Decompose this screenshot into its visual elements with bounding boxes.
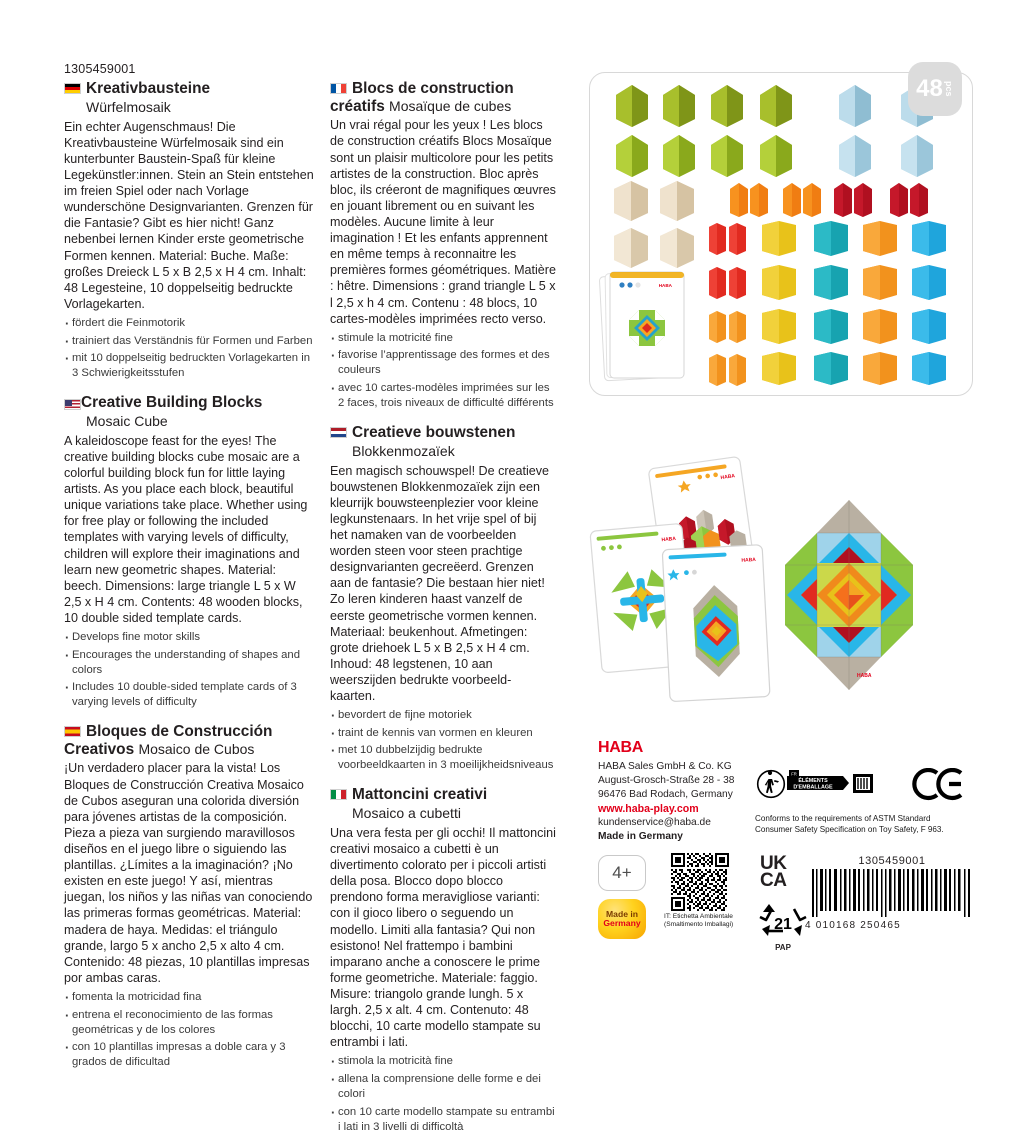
svg-text:HABA: HABA: [857, 673, 872, 679]
company-street: August-Grosch-Straße 28 - 38: [598, 774, 735, 786]
flag-de-icon: [64, 83, 81, 94]
list-item: · con 10 plantillas impresas a doble cara y 3 grados de dificultad: [64, 1040, 314, 1070]
list-item: · avec 10 cartes-modèles imprimées sur les 2 faces, trois niveaux de difficulté différents: [330, 381, 556, 411]
blocks-color-matrix: [709, 221, 946, 386]
list-item: · con 10 carte modello stampate su entrambi i lati in 3 livelli di difficoltà: [330, 1105, 556, 1135]
elements-emballage-icon: [787, 770, 873, 793]
barcode-digits: 4 010168 250465: [805, 920, 901, 931]
ce-mark-icon: [914, 770, 961, 798]
list-item: · fomenta la motricidad fina: [64, 990, 314, 1005]
lang-bullets-es: [64, 990, 314, 1070]
lang-body-it: Una vera festa per gli occhi! Il mattoncini creativi mosaico a cubetti è un divertimento colorato per i piccoli artisti della posa. Blocco dopo blocco prendono forma meravigliose varianti: con il gioco libero o seguendo un modello. Limiti alla fantasia? Qui non esistono! Nel frattempo i bambini imparano anche a conoscere le prime forme geometriche. Materiale: faggio. Misure: triangolo grande lungh. 5 x largh. 2,5 x alt. 4 cm. Contenuto: 48 blocchi, 10 carte modello stampate su entrambi i lati.: [330, 825, 556, 1050]
lang-bullets-it: [330, 1054, 556, 1134]
lang-body-de: Ein echter Augenschmaus! Die Kreativbausteine Würfelmosaik sind ein kunterbunter Baustein-Spaß für kleine Legekünstler:innen. Stein an Stein entstehen im freien Spiel oder nach Vorlage wunderschöne Designvarianten. Grenzen für die Fantasie? Gibt es hier nicht! Ganz nebenbei lernen Kinder erste geometrische Formen kennen. Material: Buche. Maße: großes Dreieck L 5 x B 2,5 x H 4 cm. Inhalt: 48 Legesteine, 10 doppelseitig bedruckte Vorlagekarten.: [64, 119, 314, 311]
template-card-front: [662, 545, 770, 702]
svg-text:HABA: HABA: [658, 283, 672, 288]
lang-title-de: Kreativbausteine: [64, 80, 314, 98]
barcode-block: [803, 855, 981, 931]
blocks-natural-wood: [614, 181, 694, 268]
qr-caption-line1: IT: Etichetta Ambientale: [664, 913, 733, 920]
lang-title-us: Creative Building Blocks: [64, 394, 314, 412]
list-item: · Encourages the understanding of shapes and colors: [64, 648, 314, 678]
made-in-germany-line2: Germany: [603, 918, 641, 928]
svg-text:HABA: HABA: [720, 473, 736, 482]
company-city: 96476 Bad Rodach, Germany: [598, 788, 733, 800]
lang-subtitle-it: Mosaico a cubetti: [352, 805, 461, 822]
blocks-green: [616, 85, 792, 177]
list-item: · Develops fine motor skills: [64, 630, 314, 645]
qr-caption-line2: (Smaltimento Imballagi): [664, 921, 734, 929]
ukca-mark: [760, 855, 786, 890]
flag-nl-icon: [330, 427, 347, 438]
list-item: · Includes 10 double-sided template cards of 3 varying levels of difficulty: [64, 680, 314, 710]
svg-text:HABA: HABA: [661, 535, 677, 544]
ukca-line-1: UK: [760, 853, 787, 874]
product-contents-photo: [589, 72, 973, 396]
haba-logo: HABA: [598, 739, 644, 756]
article-number: 1305459001: [64, 62, 136, 76]
flag-it-icon: [330, 789, 347, 800]
flag-us-icon: [64, 399, 81, 410]
list-item: · stimule la motricité fine: [330, 331, 556, 346]
blocks-small-orange-red: [730, 183, 928, 217]
svg-text:HABA: HABA: [741, 556, 757, 564]
lang-body-us: A kaleidoscope feast for the eyes! The creative building blocks cube mosaic are a colorful building block fun for little laying artists. As you place each block, beautiful unique variations take place. Whether using for free play or following the included templates with varying levels of difficulty, children will explore their imaginations and learn new geometric shapes. Material: beech. Dimensions: large triangle L 5 x W 2,5 x H 4 cm. Contents: 48 wooden blocks, 10 double sided template cards.: [64, 433, 308, 625]
language-block-us: [64, 394, 314, 710]
recycle-code: 21: [774, 916, 792, 933]
age-rating-badge: 4+: [598, 855, 646, 891]
lang-bullets-de: [64, 316, 314, 381]
recycle-material-label: PAP: [775, 943, 791, 952]
piece-count-number: 48: [916, 75, 943, 102]
lang-subtitle-nl: Blokkenmozaïek: [352, 443, 455, 460]
svg-text:D'EMBALLAGE: D'EMBALLAGE: [793, 784, 833, 791]
play-example-illustration: [549, 455, 989, 735]
list-item: · trainiert das Verständnis für Formen und Farben: [64, 334, 314, 349]
made-in-germany-badge: [598, 899, 646, 939]
lang-title-es: Bloques de Construcción Creativos Mosaico de Cubos: [64, 723, 273, 759]
lang-body-es: ¡Un verdadero placer para la vista! Los Bloques de Construcción Creativa Mosaico de Cubos aseguran una colorida diversión para jóvenes artistas de la composición. Pieza a pieza van surgiendo maravillosos diseños en el juego libre o siguiendo las plantillas. ¿Límites a la imaginación? ¡No existen en este juego! Y así, mientras juegan, los niños y las niñas van conociendo las primeras formas geométricas. Material: madera de haya. Medidas: el triángulo grande, largo 5 x ancho 2,5 x alto 4 cm. Contenido: 48 piezas, 10 plantillas impresas por ambas caras.: [64, 761, 313, 985]
lang-title-it: Mattoncini creativi: [330, 786, 556, 804]
list-item: · favorise l’apprentissage des formes et des couleurs: [330, 348, 556, 378]
list-item: · allena la comprensione delle forme e dei colori: [330, 1072, 556, 1102]
lang-bullets-nl: [330, 708, 556, 773]
bottom-icon-row: [598, 855, 988, 965]
template-card-stack: [599, 272, 684, 381]
language-block-de: [64, 80, 314, 381]
made-in-label: Made in Germany: [598, 830, 683, 842]
svg-text:FR: FR: [791, 771, 797, 777]
tidyman-icon: [758, 771, 785, 798]
lang-bullets-us: [64, 630, 314, 710]
assembled-mosaic: [785, 500, 913, 690]
middle-text-column: [330, 80, 556, 1148]
list-item: · fördert die Feinmotorik: [64, 316, 314, 331]
language-block-it: [330, 786, 556, 1134]
company-website[interactable]: www.haba-play.com: [598, 802, 699, 815]
astm-line-2: Consumer Safety Specification on Toy Safety, F 963.: [755, 824, 944, 834]
lang-subtitle-us: Mosaic Cube: [86, 413, 168, 430]
packaging-and-ce-marks: [755, 768, 980, 802]
company-email[interactable]: kundenservice@haba.de: [598, 817, 711, 829]
lang-title-fr: Blocs de construction créatifs Mosaïque de cubes: [330, 80, 514, 116]
language-block-fr: [330, 80, 556, 411]
lang-subtitle-de: Würfelmosaik: [86, 99, 171, 116]
flag-es-icon: [64, 726, 81, 737]
list-item: · mit 10 doppelseitig bedruckten Vorlagekarten in 3 Schwierigkeitsstufen: [64, 351, 314, 381]
ukca-line-2: CA: [760, 870, 787, 892]
svg-text:ÉLÉMENTS: ÉLÉMENTS: [798, 778, 828, 784]
piece-count-unit: pcs: [943, 81, 954, 97]
certification-marks: [755, 768, 980, 835]
list-item: · traint de kennis van vormen en kleuren: [330, 726, 556, 741]
piece-count-badge: [908, 62, 962, 116]
barcode-article-number: 1305459001: [858, 855, 926, 867]
lang-body-nl: Een magisch schouwspel! De creatieve bouwstenen Blokkenmozaïek zijn een kleurrijk bouwsteenplezier voor kleine legkunstenaars. In het vrije spel of bij het namaken van de voorbeelden worden steen voor steen prachtige designvarianten gecreëerd. Grenzen aan de fantasie? Die bestaan hier niet! Zo leren kinderen haast vanzelf de eerste geometrische vormen kennen. Materiaal: beukenhout. Afmetingen: grote driehoek L 5 x B 2,5 x H 4 cm. Inhoud: 48 legstenen, 10 aan weerszijden bedrukte voorbeeld-kaarten.: [330, 463, 549, 704]
astm-line-1: Conforms to the requirements of ASTM Standard: [755, 814, 931, 823]
lang-body-fr: Un vrai régal pour les yeux ! Les blocs de construction créatifs Blocs Mosaïque sont un plaisir multicolore pour les petits artistes de la construction. Bloc après bloc, ils créeront de magnifiques œuvres en jouant librement ou en suivant les modèles. Aucune limite à leur imagination ! Et les enfants apprennent en même temps à reconnaitre les premières formes géométriques. Matière : hêtre. Dimensions : grand triangle L 5 x l 2,5 x h 4 cm. Contenu : 48 blocs, 10 cartes-modèles imprimées recto verso.: [330, 118, 556, 326]
lang-bullets-fr: [330, 331, 556, 411]
list-item: · stimola la motricità fine: [330, 1054, 556, 1069]
made-in-germany-line1: Made in: [606, 908, 638, 919]
language-block-nl: [330, 424, 556, 773]
list-item: · met 10 dubbelzijdig bedrukte voorbeeldkaarten in 3 moeilijkheidsniveaus: [330, 743, 556, 773]
lang-title-nl: Creatieve bouwstenen: [330, 424, 556, 442]
company-name: HABA Sales GmbH & Co. KG: [598, 761, 732, 772]
language-block-es: [64, 723, 314, 1070]
qr-code-icon[interactable]: [671, 853, 729, 911]
barcode-icon: [808, 869, 976, 921]
astm-compliance-text: [755, 814, 980, 835]
left-text-column: [64, 80, 314, 1083]
block-grid-illustration: [590, 73, 972, 395]
recycling-symbol-icon: [756, 899, 810, 945]
list-item: · bevordert de fijne motoriek: [330, 708, 556, 723]
cards-and-mosaic-svg: [549, 455, 989, 735]
qr-code-caption: [664, 913, 756, 929]
list-item: · entrena el reconocimiento de las formas geométricas y de los colores: [64, 1008, 314, 1038]
flag-fr-icon: [330, 83, 347, 94]
